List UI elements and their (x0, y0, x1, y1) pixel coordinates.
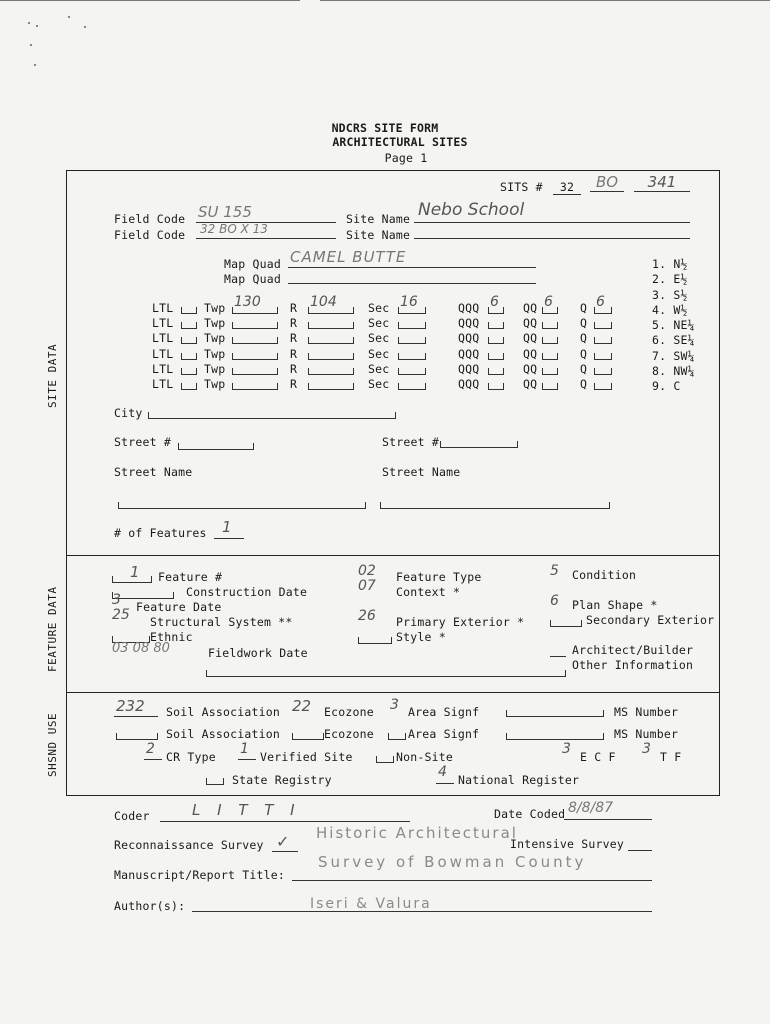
location-ltl-field[interactable] (181, 322, 197, 329)
form-title: NDCRS SITE FORM (331, 121, 439, 135)
location-r-label: R (290, 346, 298, 361)
primary-exterior-label: Primary Exterior * (396, 615, 525, 629)
date-coded-label: Date Coded (494, 807, 566, 821)
field-code-value-2: 32 BO X 13 (200, 222, 268, 236)
feature-date-value: 3 (112, 592, 121, 608)
coder-label: Coder (114, 809, 150, 823)
sits-label: SITS # (500, 180, 543, 194)
report-title-line-1: Historic Architectural (316, 824, 518, 842)
fieldwork-long-blank (206, 670, 566, 677)
area-signf-value: 3 (390, 697, 399, 713)
street-number-label-2: Street # (382, 435, 439, 449)
ms-number-label-2: MS Number (614, 727, 679, 741)
site-name-label: Site Name (346, 212, 411, 226)
location-sec-label: Sec (368, 301, 390, 315)
site-name-value: Nebo School (418, 200, 525, 220)
soil-association-label-2: Soil Association (166, 727, 280, 741)
street-name-field-2[interactable] (380, 502, 610, 509)
location-r-field[interactable] (308, 337, 354, 344)
location-sec-label: Sec (368, 361, 390, 376)
location-twp-field[interactable] (232, 337, 278, 344)
ecozone-blank-2 (292, 733, 324, 740)
location-twp-field[interactable] (232, 383, 278, 390)
location-q-label: Q (580, 331, 588, 346)
location-ltl-label: LTL (152, 331, 174, 346)
location-r-label: R (290, 331, 298, 346)
location-qqq-label: QQQ (458, 316, 480, 331)
location-twp-label: Twp (204, 377, 226, 391)
location-qqq-field[interactable] (488, 353, 504, 360)
feature-number-blank (112, 576, 152, 583)
location-q-label: Q (580, 346, 588, 361)
location-qqq-label: QQQ (458, 377, 480, 391)
location-ltl-label: LTL (152, 361, 174, 376)
author-label: Author(s): (114, 899, 186, 913)
location-q-field[interactable] (594, 368, 612, 375)
location-ltl-label: LTL (152, 346, 174, 361)
fieldwork-date-value: 03 08 80 (112, 641, 170, 656)
sits-number: 341 (634, 173, 690, 192)
location-qqq-field[interactable] (488, 368, 504, 375)
location-twp-label: Twp (204, 361, 226, 376)
soil-association-value: 232 (116, 697, 145, 715)
quarters-legend: 1. N½ 2. E½ 3. S½ 4. W½ 5. NE¼ 6. SE¼ 7. SW¼ 8. NW¼ 9. C (652, 257, 695, 394)
location-q-field[interactable] (594, 337, 612, 344)
map-quad-label: Map Quad (224, 257, 281, 271)
location-twp-value: 130 (234, 294, 261, 310)
location-r-label: R (290, 377, 298, 391)
ms-number-blank (506, 710, 604, 717)
feature-type-value: 02 (358, 563, 376, 579)
location-qq-label: QQ (523, 361, 538, 376)
author-value: Iseri & Valura (310, 896, 432, 912)
street-number-field[interactable] (178, 443, 254, 450)
state-registry-label: State Registry (232, 773, 332, 787)
location-ltl-field[interactable] (181, 353, 197, 360)
location-qq-label: QQ (523, 346, 538, 361)
plan-shape-value: 6 (550, 593, 559, 609)
feature-data-label: FEATURE DATA (46, 586, 59, 672)
location-ltl-field[interactable] (181, 383, 197, 390)
location-sec-value: 16 (400, 294, 418, 310)
location-r-field[interactable] (308, 322, 354, 329)
location-sec-label: Sec (368, 346, 390, 361)
ecozone-value: 22 (292, 697, 312, 715)
tf-value: 3 (642, 741, 651, 757)
national-register-value: 4 (438, 764, 447, 780)
report-title-line-2: Survey of Bowman County (318, 853, 587, 871)
location-qqq-field[interactable] (488, 383, 504, 390)
location-q-label: Q (580, 361, 588, 376)
location-q-field[interactable] (594, 353, 612, 360)
structural-system-label: Structural System ** (150, 615, 293, 629)
ms-number-blank-2 (506, 733, 604, 740)
location-sec-label: Sec (368, 377, 390, 391)
tf-label: T F (660, 750, 682, 764)
location-r-field[interactable] (308, 383, 354, 390)
ms-number-label: MS Number (614, 705, 679, 719)
location-qq-label: QQ (523, 316, 538, 331)
soil-association-label: Soil Association (166, 705, 280, 719)
location-twp-label: Twp (204, 346, 226, 361)
non-site-blank (376, 756, 394, 763)
location-qq-label: QQ (523, 301, 538, 315)
location-twp-label: Twp (204, 301, 226, 315)
sits-county: BO (590, 173, 624, 192)
map-quad-label-2: Map Quad (224, 272, 281, 286)
location-q-label: Q (580, 301, 588, 315)
location-sec-label: Sec (368, 331, 390, 346)
features-count-value: 1 (222, 518, 232, 536)
recon-survey-check: ✓ (276, 832, 290, 851)
national-register-label: National Register (458, 773, 580, 787)
features-count-label: # of Features (114, 526, 207, 540)
verified-site-value: 1 (240, 741, 249, 757)
ecf-value: 3 (562, 741, 571, 757)
street-name-field[interactable] (118, 502, 366, 509)
feature-number-label: Feature # (158, 570, 223, 584)
location-q-value: 6 (596, 294, 605, 310)
street-number-label: Street # (114, 435, 171, 449)
location-ltl-label: LTL (152, 316, 174, 331)
field-code-value-1: SU 155 (198, 203, 252, 221)
location-ltl-field[interactable] (181, 368, 197, 375)
site-name-label-2: Site Name (346, 228, 411, 242)
location-q-label: Q (580, 316, 588, 331)
coder-value: L I T T I (192, 801, 301, 819)
location-qqq-label: QQQ (458, 301, 480, 315)
structural-system-value: 25 (112, 607, 130, 623)
field-code-label: Field Code (114, 212, 186, 226)
location-qq-label: QQ (523, 331, 538, 346)
location-sec-field[interactable] (398, 353, 426, 360)
plan-shape-label: Plan Shape * (572, 598, 658, 612)
report-title-label: Manuscript/Report Title: (114, 868, 285, 882)
location-twp-label: Twp (204, 331, 226, 346)
location-twp-field[interactable] (232, 322, 278, 329)
location-ltl-label: LTL (152, 301, 174, 315)
ethnic-label: Ethnic (150, 630, 193, 644)
verified-site-label: Verified Site (260, 750, 353, 764)
condition-label: Condition (572, 568, 637, 582)
location-ltl-field[interactable] (181, 337, 197, 344)
location-qqq-field[interactable] (488, 322, 504, 329)
context-label: Context * (396, 585, 461, 599)
recon-survey-label: Reconnaissance Survey (114, 838, 264, 852)
state-registry-blank (206, 778, 224, 785)
feature-number-value: 1 (130, 563, 140, 581)
date-coded-value: 8/8/87 (568, 800, 614, 816)
style-blank (358, 637, 392, 644)
feature-date-label: Feature Date (136, 600, 222, 614)
location-r-label: R (290, 361, 298, 376)
architect-label: Architect/Builder (572, 643, 694, 657)
area-signf-label-2: Area Signf (408, 727, 480, 741)
street-name-label: Street Name (114, 465, 193, 479)
cr-type-value: 2 (146, 741, 155, 757)
location-qq-label: QQ (523, 377, 538, 391)
feature-type-label: Feature Type (396, 570, 482, 584)
page-number: Page 1 (384, 151, 428, 165)
location-qqq-value: 6 (490, 294, 499, 310)
area-signf-blank-2 (388, 733, 406, 740)
location-sec-field[interactable] (398, 337, 426, 344)
construction-date-label: Construction Date (186, 585, 308, 599)
location-qqq-field[interactable] (488, 337, 504, 344)
intensive-survey-label: Intensive Survey (510, 837, 624, 851)
field-code-label-2: Field Code (114, 228, 186, 242)
location-ltl-label: LTL (152, 377, 174, 391)
location-qq-field[interactable] (542, 337, 558, 344)
soil-association-blank-2 (116, 733, 158, 740)
location-twp-label: Twp (204, 316, 226, 331)
location-r-label: R (290, 301, 298, 315)
location-twp-field[interactable] (232, 368, 278, 375)
style-label: Style * (396, 630, 446, 644)
ecozone-label-2: Ecozone (324, 727, 374, 741)
cr-type-label: CR Type (166, 750, 216, 764)
secondary-exterior-label: Secondary Exterior (586, 613, 715, 627)
location-qqq-label: QQQ (458, 361, 480, 376)
location-qqq-label: QQQ (458, 346, 480, 361)
non-site-label: Non-Site (396, 750, 453, 764)
location-qq-value: 6 (544, 294, 553, 310)
fieldwork-date-label: Fieldwork Date (208, 646, 308, 660)
location-sec-label: Sec (368, 316, 390, 331)
site-data-label: SITE DATA (46, 343, 59, 408)
area-signf-label: Area Signf (408, 705, 480, 719)
location-q-field[interactable] (594, 322, 612, 329)
street-number-field-2[interactable] (440, 441, 518, 448)
shsnd-use-label: SHSND USE (46, 712, 59, 777)
ecozone-label: Ecozone (324, 705, 374, 719)
location-qqq-label: QQQ (458, 331, 480, 346)
context-value: 07 (358, 578, 376, 594)
city-field[interactable] (148, 412, 396, 419)
location-r-label: R (290, 316, 298, 331)
location-q-label: Q (580, 377, 588, 391)
primary-exterior-value: 26 (358, 608, 376, 624)
location-qq-field[interactable] (542, 368, 558, 375)
location-r-field[interactable] (308, 368, 354, 375)
secondary-exterior-blank (550, 620, 582, 627)
location-qq-field[interactable] (542, 322, 558, 329)
other-info-label: Other Information (572, 658, 694, 672)
location-q-field[interactable] (594, 383, 612, 390)
location-qq-field[interactable] (542, 353, 558, 360)
ecf-label: E C F (580, 750, 616, 764)
construction-date-blank (112, 592, 174, 599)
condition-value: 5 (550, 563, 559, 579)
location-r-value: 104 (310, 294, 337, 310)
location-sec-field[interactable] (398, 322, 426, 329)
street-name-label-2: Street Name (382, 465, 461, 479)
city-label: City (114, 406, 143, 420)
location-sec-field[interactable] (398, 368, 426, 375)
location-r-field[interactable] (308, 353, 354, 360)
map-quad-value: CAMEL BUTTE (290, 248, 407, 266)
sits-state: 32 (553, 180, 581, 195)
location-twp-field[interactable] (232, 353, 278, 360)
location-sec-field[interactable] (398, 383, 426, 390)
location-qq-field[interactable] (542, 383, 558, 390)
location-ltl-field[interactable] (181, 307, 197, 314)
form-subtitle: ARCHITECTURAL SITES (332, 135, 468, 149)
